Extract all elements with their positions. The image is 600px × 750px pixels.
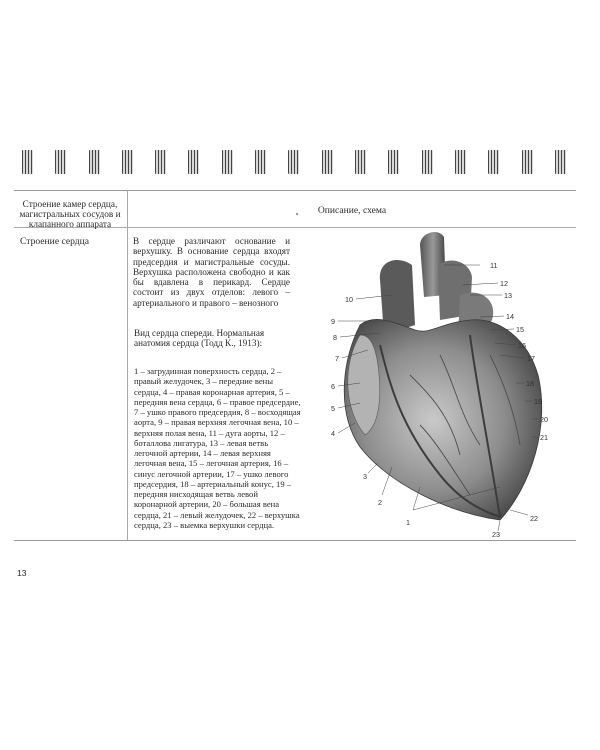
figure-label-4: 4	[331, 429, 335, 438]
figure-title: Вид сердца спереди. Нормальная анатомия сердца (Тодд К., 1913):	[134, 328, 265, 349]
description-text: В сердце различают основание и верхушку. В основание сердца входят предсердия и магистральные сосуды. Верхушка расположена свободно и как бы вдавлена в перикард. Сердце состоит из двух отделов: левого – артериального и правого – венозного	[133, 236, 290, 308]
figure-label-1: 1	[406, 518, 410, 527]
figure-label-5: 5	[331, 404, 335, 413]
figure-label-2: 2	[378, 498, 382, 507]
figure-label-13: 13	[504, 291, 512, 300]
figure-label-17: 17	[527, 354, 535, 363]
stray-dot	[296, 213, 298, 215]
figure-label-15: 15	[516, 325, 524, 334]
figure-label-7: 7	[335, 354, 339, 363]
header-right-cell: Описание, схема	[317, 205, 387, 216]
figure-label-18: 18	[526, 379, 534, 388]
page-number: 13	[17, 568, 27, 578]
figure-label-8: 8	[333, 333, 337, 342]
table-top-border	[14, 190, 576, 191]
table-bottom-border	[14, 540, 576, 541]
figure-label-16: 16	[518, 341, 526, 350]
figure-label-9: 9	[331, 317, 335, 326]
spiral-binding	[0, 150, 600, 176]
figure-label-21: 21	[540, 433, 548, 442]
figure-label-22: 22	[530, 514, 538, 523]
figure-label-19: 19	[534, 397, 542, 406]
figure-label-3: 3	[363, 472, 367, 481]
figure-label-10: 10	[345, 295, 353, 304]
figure-caption: 1 – загрудинная поверхность сердца, 2 – правый желудочек, 3 – передние вены сердца, 4 – правая коронарная артерия, 5 – передняя вена сердца, 6 – правое предсердие, 7 – ушко правого предсердия, 8 – восходящая аорта, 9 – правая верхняя легочная вена, 10 – верхняя полая вена, 11 – дуга аорты, 12 – боталлова лигатура, 13 – левая ветвь легочной артерии, 14 – левая верхняя легочная вена, 15 – легочная артерия, 16 – синус легочной артерии, 17 – ушко левого предсердия, 18 – артериальный конус, 19 – передняя нисходящая ветвь левой коронарной артерии, 20 – большая вена сердца, 21 – левый желудочек, 22 – верхушка сердца, 23 – выемка верхушки сердца.	[134, 366, 301, 530]
figure-label-11: 11	[490, 261, 498, 270]
section-title: Строение сердца	[20, 236, 90, 247]
header-left-cell: Строение камер сердца, магистральных сосудов и клапанного аппарата	[19, 200, 121, 230]
heart-illustration	[320, 225, 565, 540]
figure-label-12: 12	[500, 279, 508, 288]
figure-label-14: 14	[506, 312, 514, 321]
table-column-divider	[127, 190, 128, 541]
figure-label-20: 20	[540, 415, 548, 424]
figure-label-23: 23	[492, 530, 500, 539]
figure-label-6: 6	[331, 382, 335, 391]
